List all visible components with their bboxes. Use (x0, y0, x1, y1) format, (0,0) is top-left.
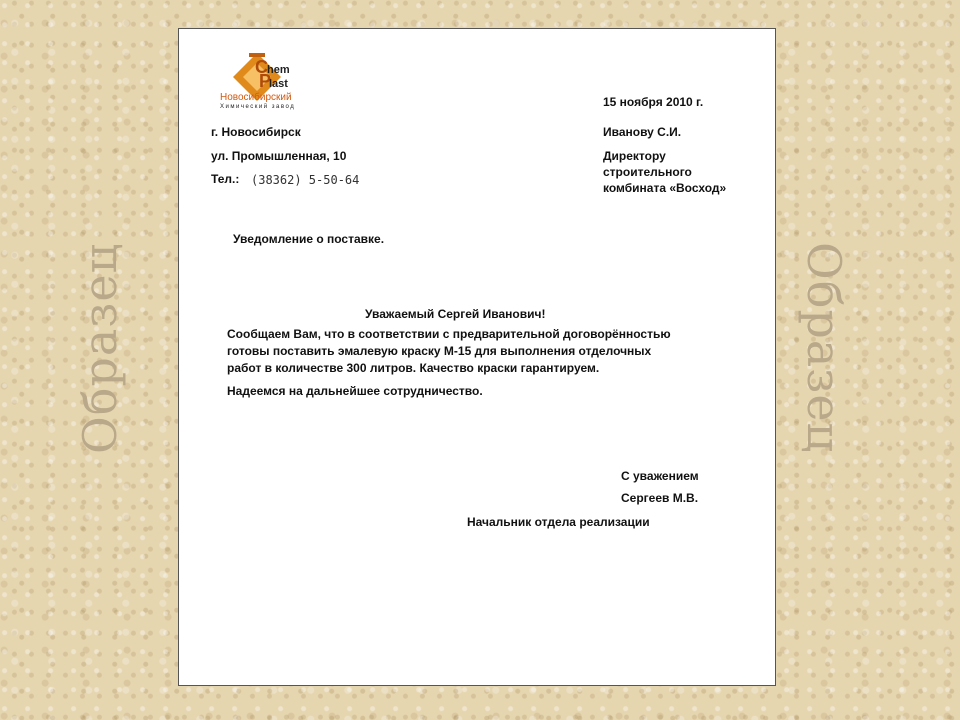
salutation: Уважаемый Сергей Иванович! (365, 307, 546, 321)
recipient-title-3: комбината «Восход» (603, 181, 727, 195)
svg-text:C: C (255, 57, 268, 77)
letter-date: 15 ноября 2010 г. (603, 95, 704, 109)
recipient-name: Иванову С.И. (603, 125, 682, 139)
letter-subject: Уведомление о поставке. (233, 232, 385, 246)
sender-street: ул. Промышленная, 10 (211, 149, 347, 163)
signature-name: Сергеев М.В. (621, 491, 699, 505)
phone-label: Тел.: (211, 172, 240, 186)
phone-value: (38362) 5-50-64 (251, 173, 360, 187)
svg-text:P: P (259, 71, 272, 91)
logo-brand-2: last (269, 78, 288, 90)
recipient-title-2: строительного (603, 165, 692, 179)
sender-city: г. Новосибирск (211, 125, 301, 139)
recipient-title-1: Директору (603, 149, 666, 163)
watermark-left: Образец (73, 242, 127, 454)
watermark-right: Образец (797, 242, 851, 454)
signature-position: Начальник отдела реализации (467, 515, 650, 529)
logo-subtitle: Химический завод (220, 104, 296, 110)
logo-brand-1: hem (267, 64, 290, 76)
signature-closing: С уважением (621, 469, 699, 483)
body-paragraph-1: Сообщаем Вам, что в соответствии с предварительной договорённостью готовы поставить эмалевую краску М-15 для выполнения отделочных работ в количестве 300 литров. Качество краски гарантируем. (227, 327, 671, 375)
letter-sheet (178, 28, 776, 686)
logo-city: Новосибирский (220, 92, 292, 103)
letter-body (227, 326, 687, 400)
body-paragraph-2: Надеемся на дальнейшее сотрудничество. (227, 384, 483, 398)
